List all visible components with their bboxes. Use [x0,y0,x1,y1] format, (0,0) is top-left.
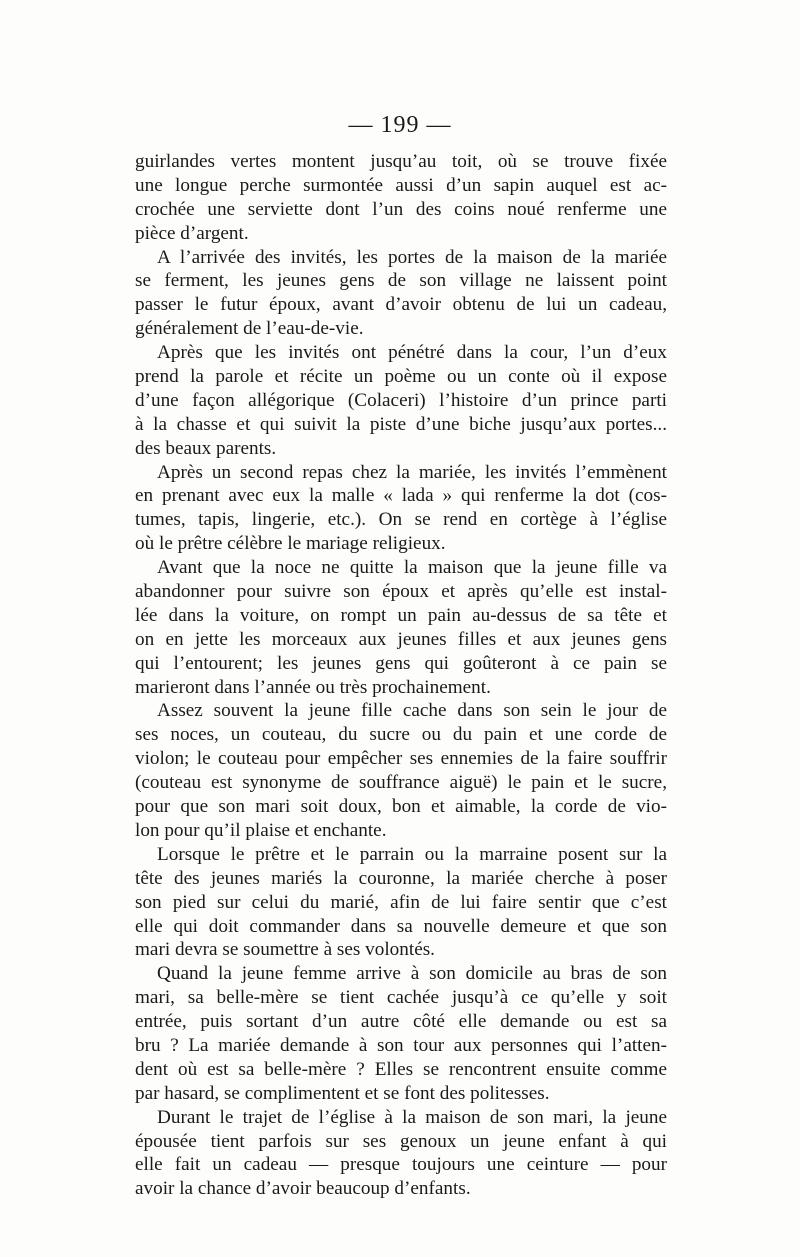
text-line: qui l’entourent; les jeunes gens qui goûteront à ce pain se [135,652,667,674]
text-line: Avant que la noce ne quitte la maison que la jeune fille va [157,557,667,579]
text-line: se ferment, les jeunes gens de son village ne laissent point [135,270,667,292]
text-line: Assez souvent la jeune fille cache dans son sein le jour de [157,700,667,722]
text-line: son pied sur celui du marié, afin de lui faire sentir que c’est [135,891,667,913]
text-line: entrée, puis sortant d’un autre côté elle demande ou est sa [135,1011,667,1033]
text-line: Durant le trajet de l’église à la maison de son mari, la jeune [157,1106,667,1128]
text-line: avoir la chance d’avoir beaucoup d’enfants. [135,1178,471,1200]
text-line: Après que les invités ont pénétré dans la cour, l’un d’eux [157,342,667,364]
text-line: généralement de l’eau-de-vie. [135,318,364,340]
text-line: elle qui doit commander dans sa nouvelle demeure et que son [135,915,667,937]
text-line: on en jette les morceaux aux jeunes filles et aux jeunes gens [135,628,667,650]
text-line: abandonner pour suivre son époux et après qu’elle est instal- [135,581,667,603]
text-line: passer le futur époux, avant d’avoir obtenu de lui un cadeau, [135,294,667,316]
text-line: pour que son mari soit doux, bon et aimable, la corde de vio- [135,796,667,818]
text-line: Après un second repas chez la mariée, les invités l’emmènent [157,461,667,483]
text-line: prend la parole et récite un poème ou un conte où il expose [135,366,667,388]
text-line: guirlandes vertes montent jusqu’au toit, où se trouve fixée [135,151,667,172]
text-line: lée dans la voiture, on rompt un pain au-dessus de sa tête et [135,604,667,626]
text-line: une longue perche surmontée aussi d’un sapin auquel est ac- [135,174,667,196]
text-line: en prenant avec eux la malle « lada » qui renferme la dot (cos- [135,485,667,507]
text-line: lon pour qu’il plaise et enchante. [135,819,387,841]
text-line: mari devra se soumettre à ses volontés. [135,939,435,961]
text-line: tête des jeunes mariés la couronne, la mariée cherche à poser [135,867,667,889]
body-text [135,150,667,1201]
text-line: elle fait un cadeau — presque toujours une ceinture — pour [135,1154,667,1176]
text-line: des beaux parents. [135,437,277,459]
text-line: Quand la jeune femme arrive à son domicile au bras de son [157,963,667,985]
text-line: violon; le couteau pour empêcher ses ennemies de la faire souffrir [135,748,667,770]
text-line: (couteau est synonyme de souffrance aiguë) le pain et le sucre, [135,772,667,794]
text-line: A l’arrivée des invités, les portes de la maison de la mariée [157,246,667,268]
text-line: pièce d’argent. [135,222,249,244]
text-line: épousée tient parfois sur ses genoux un jeune enfant à qui [135,1130,667,1152]
text-line: par hasard, se complimentent et se font des politesses. [135,1082,550,1104]
text-line: d’une façon allégorique (Colaceri) l’histoire d’un prince parti [135,389,667,411]
text-line: où le prêtre célèbre le mariage religieux. [135,533,446,555]
text-line: crochée une serviette dont l’un des coins noué renferme une [135,198,667,220]
text-line: ses noces, un couteau, du sucre ou du pain et une corde de [135,724,667,746]
text-line: à la chasse et qui suivit la piste d’une biche jusqu’aux portes... [135,413,667,435]
text-line: mari, sa belle-mère se tient cachée jusqu’à ce qu’elle y soit [135,987,667,1009]
text-line: dent où est sa belle-mère ? Elles se rencontrent ensuite comme [135,1058,667,1080]
text-line: tumes, tapis, lingerie, etc.). On se rend en cortège à l’église [135,509,667,531]
text-line: Lorsque le prêtre et le parrain ou la marraine posent sur la [157,843,667,865]
page-number: — 199 — [348,112,452,138]
text-line: marieront dans l’année ou très prochainement. [135,676,491,698]
text-line: bru ? La mariée demande à son tour aux personnes qui l’atten- [135,1034,667,1056]
